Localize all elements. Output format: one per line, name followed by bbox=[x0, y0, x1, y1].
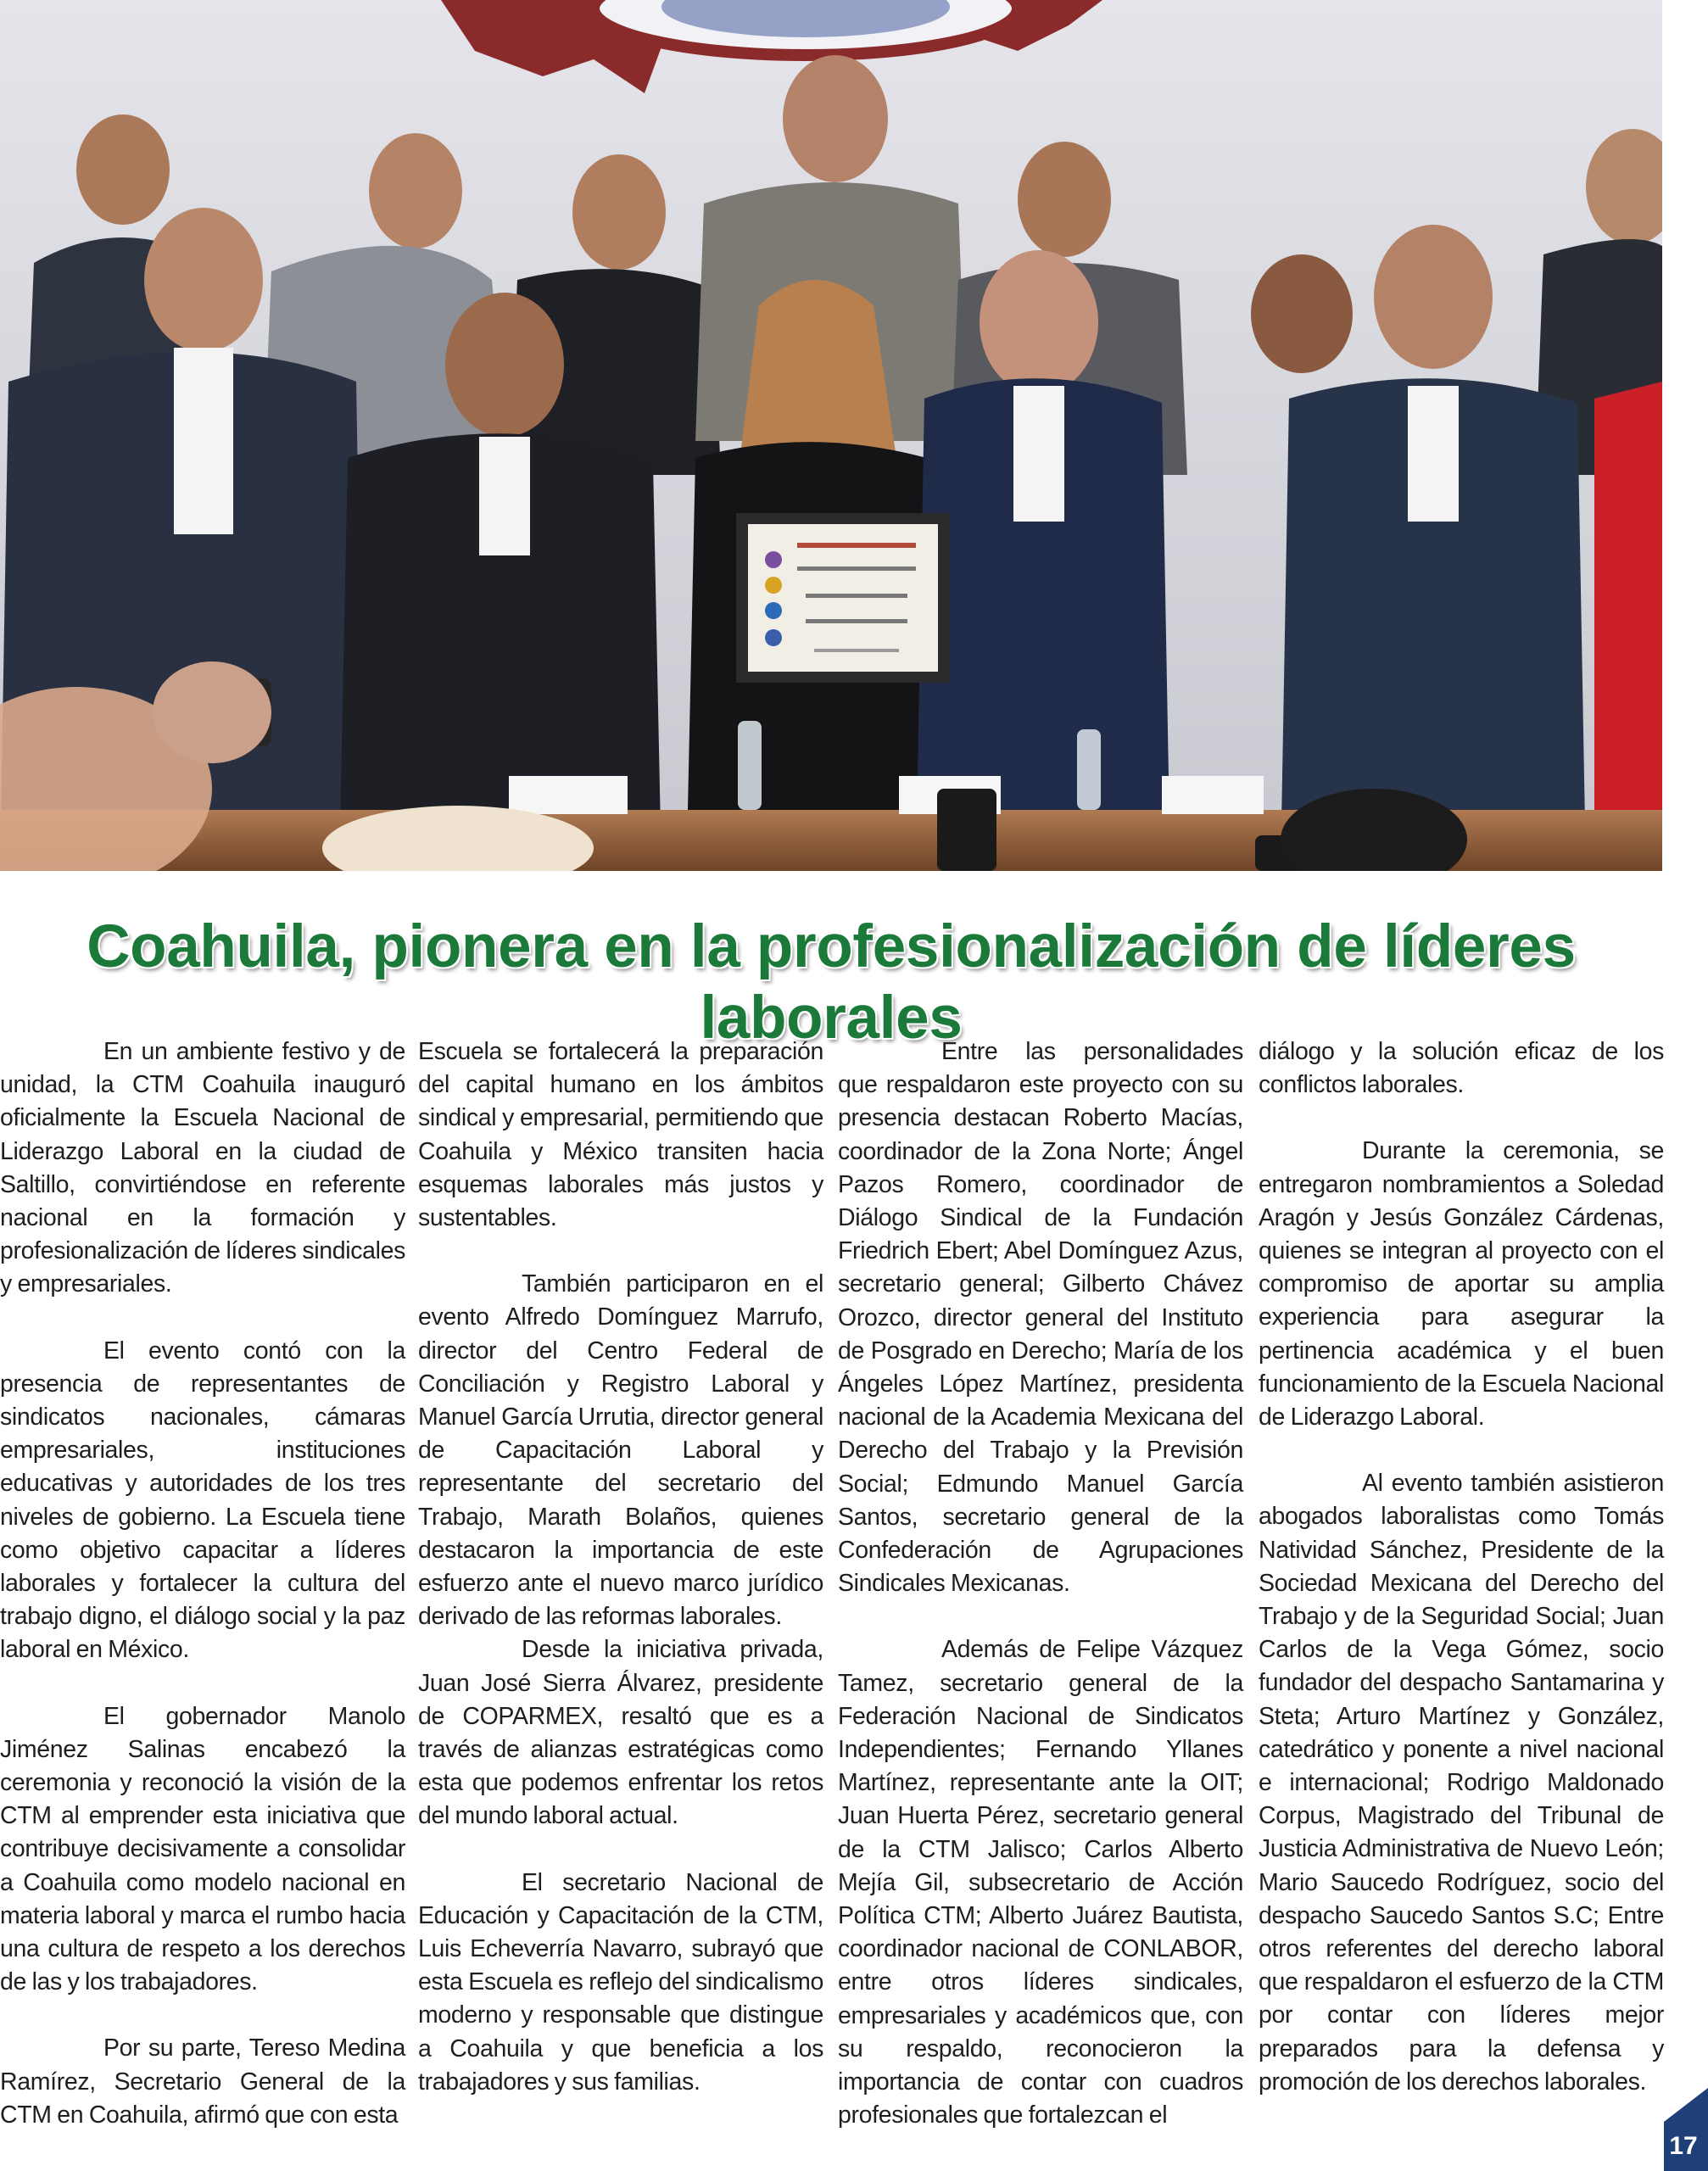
text-column-2 bbox=[418, 1035, 823, 2099]
paragraph: Durante la ceremonia, se entregaron nombramientos a Soledad Aragón y Jesús González Cárdenas, quienes se integran al proyecto con el compromiso de aportar su amplia experiencia para asegurar la pertinencia académica y el buen funcionamiento de la Escuela Nacional de Liderazgo Laboral. bbox=[1259, 1137, 1664, 1432]
ceremony-illustration bbox=[0, 0, 1662, 871]
paragraph: Escuela se fortalecerá la preparación del capital humano en los ámbitos sindical y empresarial, permitiendo que Coahuila y México transiten hacia esquemas laborales más justos y sustentables. bbox=[418, 1038, 823, 1232]
text-column-1 bbox=[0, 1035, 405, 2132]
paragraph: Además de Felipe Vázquez Tamez, secretario general de la Federación Nacional de Sindicatos Independientes; Fernando Yllanes Martínez, representante ante la OIT; Juan Huerta Pérez, secretario general de la CTM Jalisco; Carlos Alberto Mejía Gil, subsecretario de Acción Política CTM; Alberto Juárez Bautista, coordinador nacional de CONLABOR, entre otros líderes sindicales, empresariales y académicos que, con su respaldo, reconocieron la importancia de contar con cuadros profesionales que fortalezcan el bbox=[838, 1636, 1243, 2129]
paragraph: También participaron en el evento Alfredo Domínguez Marrufo, director del Centro Federal de Conciliación y Registro Laboral y Manuel García Urrutia, director general de Capacitación Laboral y representante del secretario del Trabajo, Marath Bolaños, quienes destacaron la importancia de este esfuerzo ante el nuevo marco jurídico derivado de las reformas laborales. bbox=[418, 1270, 823, 1631]
article-headline: Coahuila, pionera en la profesionalización de líderes laborales bbox=[87, 913, 1576, 1052]
event-photo bbox=[0, 0, 1662, 871]
text-column-3 bbox=[838, 1035, 1243, 2133]
paragraph: Al evento también asistieron abogados laboralistas como Tomás Natividad Sánchez, Presidente de la Sociedad Mexicana del Derecho del Trabajo y de la Seguridad Social; Juan Carlos de la Vega Gómez, socio fundador del despacho Santamarina y Steta; Arturo Martínez y González, catedrático y ponente a nivel nacional e internacional; Rodrigo Maldonado Corpus, Magistrado del Tribunal de Justicia Administrativa de Nuevo León; Mario Saucedo Rodríguez, socio del despacho Saucedo Santos S.C; Entre otros referentes del derecho laboral que respaldaron el esfuerzo de la CTM por contar con líderes mejor preparados para la defensa y promoción de los derechos laborales. bbox=[1259, 1470, 1664, 2096]
text-column-4 bbox=[1259, 1035, 1664, 2099]
paragraph: Entre las personalidades que respaldaron este proyecto con su presencia destacan Roberto Macías, coordinador de la Zona Norte; Ángel Pazos Romero, coordinador de Diálogo Sindical de la Fundación Friedrich Ebert; Abel Domínguez Azus, secretario general; Gilberto Chávez Orozco, director general del Instituto de Posgrado en Derecho; María de los Ángeles López Martínez, presidenta nacional de la Academia Mexicana del Derecho del Trabajo y la Previsión Social; Edmundo Manuel García Santos, secretario general de la Confederación de Agrupaciones Sindicales Mexicanas. bbox=[838, 1038, 1243, 1598]
paragraph: En un ambiente festivo y de unidad, la CTM Coahuila inauguró oficialmente la Escuela Nacional de Liderazgo Laboral en la ciudad de Saltillo, convirtiéndose en referente nacional en la formación y profesionalización de líderes sindicales y empresariales. bbox=[0, 1038, 405, 1298]
paragraph: El gobernador Manolo Jiménez Salinas encabezó la ceremonia y reconoció la visión de la CTM al emprender esta iniciativa que contribuye decisivamente a consolidar a Coahuila como modelo nacional en materia laboral y marca el rumbo hacia una cultura de respeto a los derechos de las y los trabajadores. bbox=[0, 1702, 405, 1996]
paragraph: Por su parte, Tereso Medina Ramírez, Secretario General de la CTM en Coahuila, afirmó que con esta bbox=[0, 2034, 405, 2129]
framed-certificate bbox=[736, 513, 950, 683]
paragraph: diálogo y la solución eficaz de los conflictos laborales. bbox=[1259, 1038, 1664, 1099]
page-number: 17 bbox=[1669, 2132, 1698, 2160]
paragraph: Desde la iniciativa privada, Juan José Sierra Álvarez, presidente de COPARMEX, resaltó que es a través de alianzas estratégicas como esta que podemos enfrentar los retos del mundo laboral actual. bbox=[418, 1636, 823, 1830]
paragraph: El secretario Nacional de Educación y Capacitación de la CTM, Luis Echeverría Navarro, subrayó que esta Escuela es reflejo del sindicalismo moderno y responsable que distingue a Coahuila y que beneficia a los trabajadores y sus familias. bbox=[418, 1868, 823, 2096]
paragraph: El evento contó con la presencia de representantes de sindicatos nacionales, cámaras empresariales, instituciones educativas y autoridades de los tres niveles de gobierno. La Escuela tiene como objetivo capacitar a líderes laborales y fortalecer la cultura del trabajo digno, el diálogo social y la paz laboral en México. bbox=[0, 1337, 405, 1664]
